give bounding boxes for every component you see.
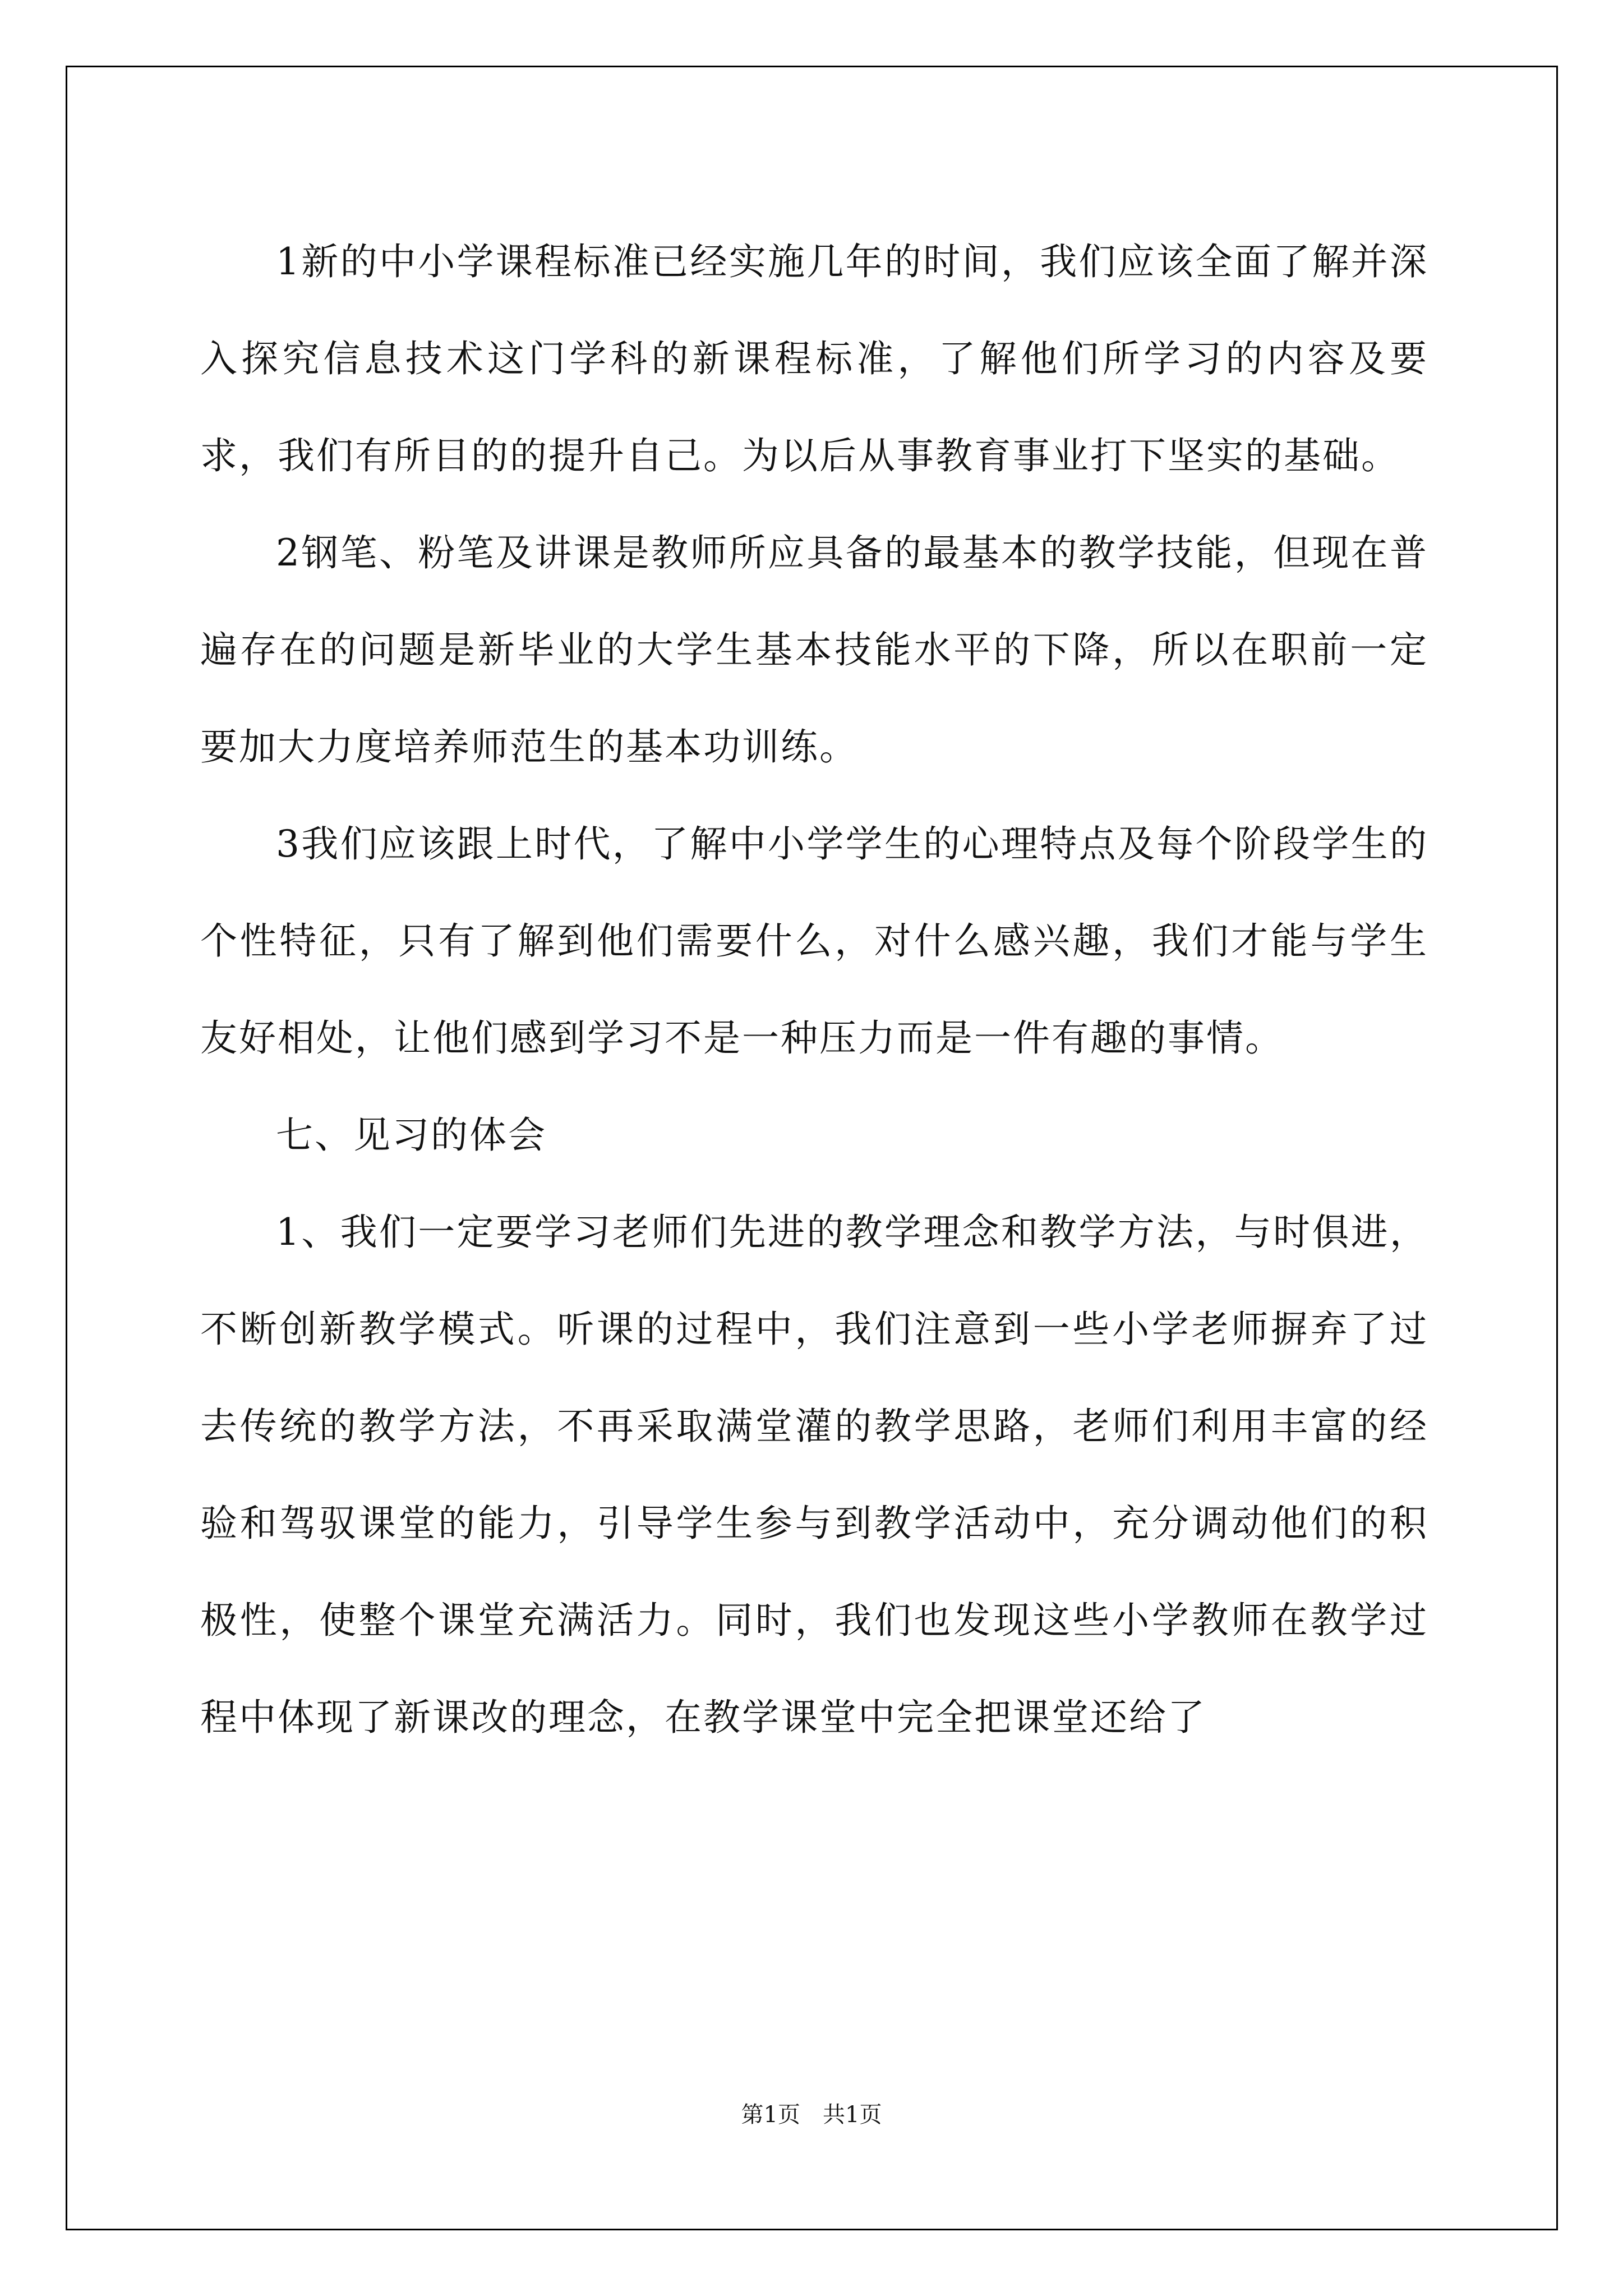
page-total: 共1页 <box>823 2102 882 2128</box>
document-body <box>200 213 1428 1766</box>
paragraph-2: 2钢笔、粉笔及讲课是教师所应具备的最基本的教学技能，但现在普遍存在的问题是新毕业的大学生基本技能水平的下降，所以在职前一定要加大力度培养师范生的基本功训练。 <box>200 531 1428 769</box>
paragraph-4: 1、我们一定要学习老师们先进的教学理念和教学方法，与时俱进，不断创新教学模式。听课的过程中，我们注意到一些小学老师摒弃了过去传统的教学方法，不再采取满堂灌的教学思路，老师们利用丰富的经验和驾驭课堂的能力，引导学生参与到教学活动中，充分调动他们的积极性，使整个课堂充满活力。同时，我们也发现这些小学教师在教学过程中体现了新课改的理念，在教学课堂中完全把课堂还给了 <box>200 1211 1428 1739</box>
paragraph-3: 3我们应该跟上时代，了解中小学学生的心理特点及每个阶段学生的个性特征，只有了解到他们需要什么，对什么感兴趣，我们才能与学生友好相处，让他们感到学习不是一种压力而是一件有趣的事情。 <box>200 822 1428 1060</box>
paragraph-1: 1新的中小学课程标准已经实施几年的时间，我们应该全面了解并深入探究信息技术这门学科的新课程标准，了解他们所学习的内容及要求，我们有所目的的提升自己。为以后从事教育事业打下坚实的基础。 <box>200 240 1428 477</box>
section-heading: 七、见习的体会 <box>276 1114 547 1157</box>
page-footer <box>0 2097 1623 2129</box>
page-number: 第1页 <box>741 2102 800 2128</box>
